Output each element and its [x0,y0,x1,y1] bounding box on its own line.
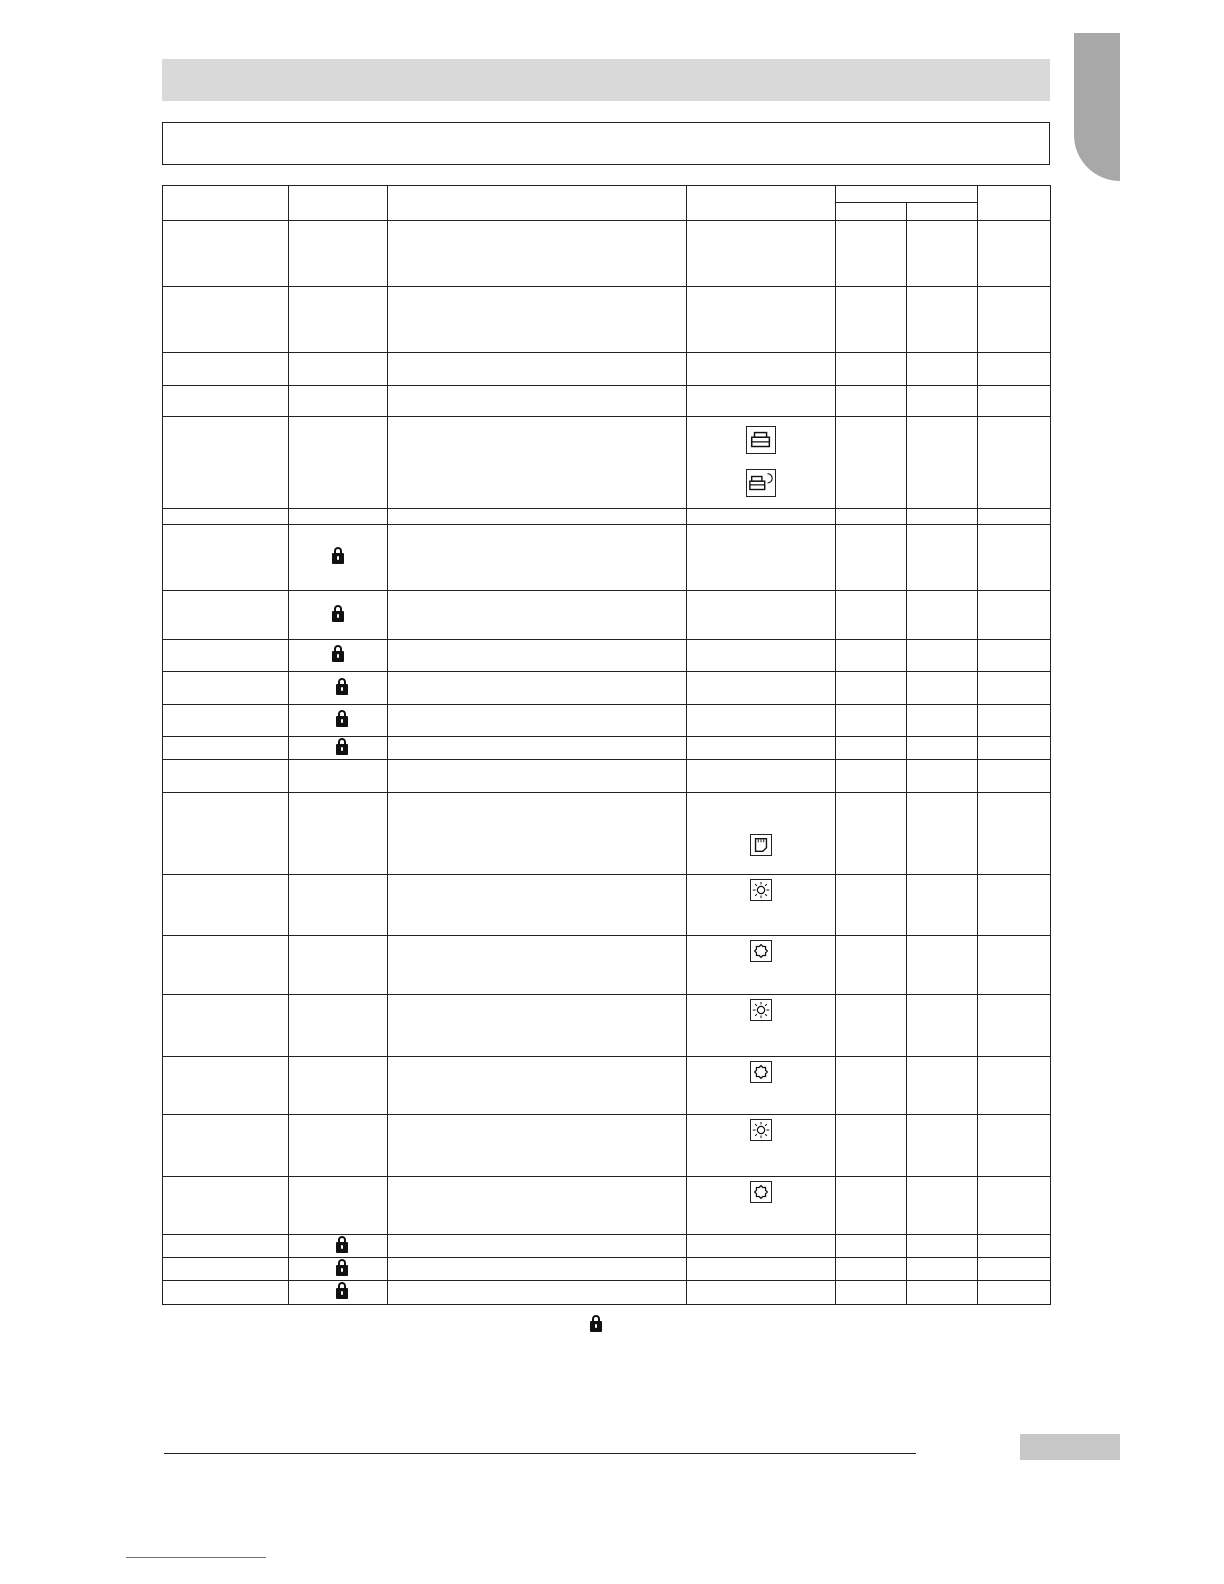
table-row [163,417,1051,509]
table-row [163,386,1051,417]
padlock-icon [336,716,348,727]
header-cell [289,186,388,221]
table-row [163,737,1051,760]
table-row [163,353,1051,386]
header-cell [388,186,687,221]
title-box [162,122,1050,165]
table-row [163,760,1051,793]
table-row [163,995,1051,1057]
padlock-icon [332,611,344,622]
header-subcell [836,203,907,221]
padlock-icon [332,651,344,662]
padlock-icon [332,553,344,564]
table-row [163,525,1051,591]
table-row [163,1235,1051,1258]
gear-icon [750,1061,772,1083]
table-row [163,287,1051,353]
table-row [163,875,1051,936]
printer-icon [746,426,776,454]
padlock-icon [336,1242,348,1253]
footer-rule [164,1453,916,1454]
table-header-row [163,186,1051,203]
header-cell-group [836,186,978,203]
table-row [163,221,1051,287]
printer-moon-icon [746,469,776,497]
table-row [163,591,1051,640]
page-number-tab [1020,1434,1120,1460]
table-row [163,640,1051,672]
padlock-icon [590,1321,602,1332]
header-cell [163,186,289,221]
header-cell [687,186,836,221]
gear-icon [750,940,772,962]
link-underline[interactable] [126,1557,266,1558]
header-bar [162,59,1050,101]
header-subcell [907,203,978,221]
table-row [163,1115,1051,1177]
sun-icon [750,999,772,1021]
side-tab [1074,33,1120,181]
table-row [163,793,1051,875]
gear-icon [750,1181,772,1203]
sun-icon [750,879,772,901]
table-row [163,509,1051,525]
table-row [163,1258,1051,1281]
parameter-table [162,185,1051,1305]
padlock-icon [336,1288,348,1299]
header-cell [978,186,1051,221]
sun-icon [750,1119,772,1141]
padlock-icon [336,744,348,755]
table-row [163,705,1051,737]
padlock-icon [336,1265,348,1276]
table-row [163,1057,1051,1115]
memory-card-icon [750,834,772,856]
table-row [163,1281,1051,1305]
table-row [163,672,1051,705]
table-row [163,936,1051,995]
table-row [163,1177,1051,1235]
padlock-icon [336,684,348,695]
